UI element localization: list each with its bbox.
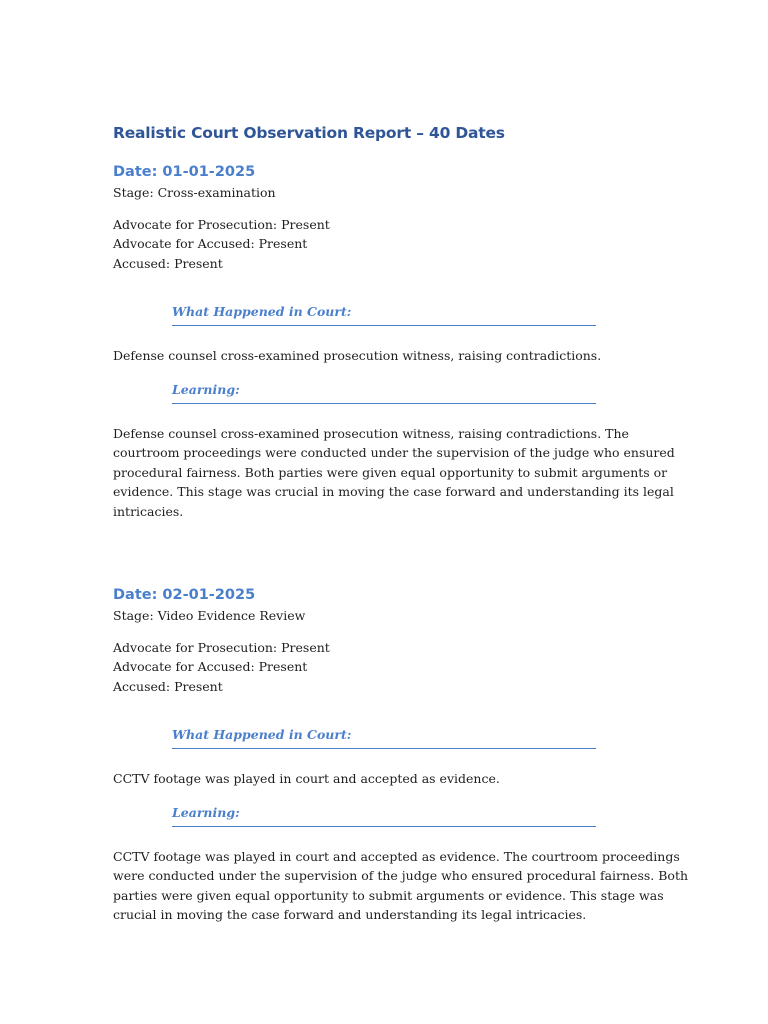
learning-text <box>113 847 689 925</box>
entry-stage: Stage: Video Evidence Review <box>113 608 306 623</box>
attendance-accused: Accused: Present <box>113 678 223 694</box>
learning-heading: Learning: <box>172 381 596 404</box>
what-happened-heading: What Happened in Court: <box>172 303 596 326</box>
learning-line: Defense counsel cross-examined prosecution witness, raising contradictions. The <box>113 425 629 441</box>
attendance-defense: Advocate for Accused: Present <box>113 236 308 251</box>
attendance-list <box>113 638 653 697</box>
attendance-prosecution: Advocate for Prosecution: Present <box>113 216 330 232</box>
attendance-list <box>113 215 653 274</box>
report-entry <box>113 161 675 521</box>
learning-line: CCTV footage was played in court and accepted as evidence. The courtroom proceedings <box>113 848 680 864</box>
learning-line: procedural fairness. Both parties were given equal opportunity to submit arguments or <box>113 464 668 480</box>
attendance-prosecution: Advocate for Prosecution: Present <box>113 639 330 655</box>
learning-line: evidence. This stage was crucial in moving the case forward and understanding its legal <box>113 484 674 499</box>
what-happened-text: CCTV footage was played in court and accepted as evidence. <box>113 771 500 786</box>
attendance-accused: Accused: Present <box>113 255 223 271</box>
what-happened-text: Defense counsel cross-examined prosecution witness, raising contradictions. <box>113 348 602 363</box>
learning-line: courtroom proceedings were conducted under the supervision of the judge who ensured <box>113 445 675 460</box>
entry-date: Date: 02-01-2025 <box>113 587 256 603</box>
learning-line: parties were given equal opportunity to submit arguments or evidence. This stage was <box>113 887 664 903</box>
attendance-defense: Advocate for Accused: Present <box>113 659 308 674</box>
document-title: Realistic Court Observation Report – 40 Dates <box>113 124 505 142</box>
learning-heading: Learning: <box>172 804 596 827</box>
learning-line: crucial in moving the case forward and understanding its legal intricacies. <box>113 907 587 922</box>
report-entry <box>113 584 689 925</box>
entry-date: Date: 01-01-2025 <box>113 164 256 180</box>
learning-line: were conducted under the supervision of the judge who ensured procedural fairness. Both <box>113 868 689 883</box>
what-happened-heading: What Happened in Court: <box>172 726 596 749</box>
entry-stage: Stage: Cross-examination <box>113 185 276 200</box>
learning-line: intricacies. <box>113 503 184 519</box>
learning-text <box>113 424 675 522</box>
